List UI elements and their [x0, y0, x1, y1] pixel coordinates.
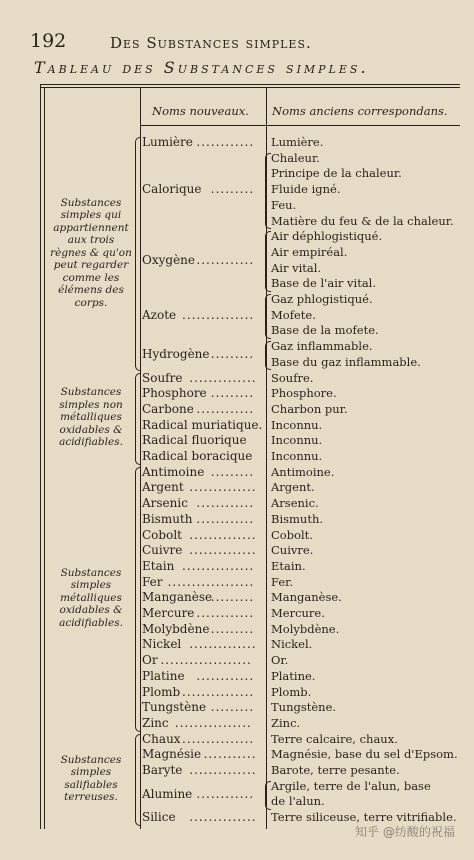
new-name-cell: Etain — [142, 558, 175, 573]
leader-dots: ......... — [210, 386, 255, 401]
leader-dots: ............ — [196, 606, 255, 620]
leader-dots: .............. — [189, 637, 257, 652]
old-name-cell: Inconnu. — [271, 449, 323, 463]
old-name-cell: Air vital. — [271, 260, 322, 275]
column-header-old: Noms anciens correspondans. — [272, 104, 448, 118]
old-name-cell: Base de la mofete. — [271, 323, 379, 338]
old-name-cell: Base du gaz inflammable. — [271, 354, 421, 369]
old-name-cell: Charbon pur. — [271, 401, 348, 416]
old-name-cell: Base de l'air vital. — [271, 276, 377, 291]
group-label: Substances simples métalliques oxidables & acidifiables. — [59, 566, 123, 629]
leader-dots: .................. — [167, 574, 255, 589]
new-name-cell: Hydrogène — [142, 346, 210, 361]
old-name-cell: Zinc. — [271, 715, 301, 730]
leader-dots: ......... — [210, 182, 255, 197]
new-name-cell: Antimoine — [142, 464, 205, 479]
new-name-cell: Nickel — [142, 637, 182, 652]
table-left-rule — [40, 84, 41, 829]
leader-dots: .............. — [189, 763, 257, 777]
group-label: Substances simples qui appartiennent aux trois règnes & qu'on peut regarder comme les élémens des corps. — [50, 196, 132, 309]
new-name-cell: Argent — [142, 480, 184, 495]
new-name-cell: Calorique — [142, 182, 202, 197]
leader-dots: ............ — [196, 135, 255, 149]
old-name-cell: Phosphore. — [271, 386, 337, 401]
old-name-cell: Or. — [271, 653, 289, 668]
entry-brace — [265, 231, 271, 292]
old-name-cell: Air empiréal. — [271, 244, 348, 259]
old-name-cell: Gaz phlogistiqué. — [271, 292, 373, 306]
leader-dots: ......... — [210, 621, 255, 636]
leader-dots: ............ — [196, 786, 255, 801]
old-name-cell: Bismuth. — [271, 511, 324, 526]
table-top-rule-inner — [40, 87, 460, 88]
old-name-cell: Manganèse. — [271, 590, 342, 605]
leader-dots: ............ — [196, 511, 255, 526]
old-name-cell: Magnésie, base du sel d'Epsom. — [271, 747, 458, 762]
old-name-cell: Mercure. — [271, 606, 325, 620]
new-name-cell: Magnésie — [142, 747, 202, 762]
old-name-cell: Antimoine. — [271, 464, 335, 479]
new-name-cell: Cobolt — [142, 527, 182, 542]
new-name-cell: Radical boracique — [142, 449, 253, 463]
leader-dots: ......... — [210, 590, 255, 605]
old-name-cell: Gaz inflammable. — [271, 339, 373, 354]
new-name-cell: Chaux — [142, 731, 181, 746]
table-title: Tableau des Substances simples. — [34, 58, 369, 77]
new-name-cell: Radical fluorique — [142, 433, 247, 448]
old-name-cell: Cobolt. — [271, 527, 313, 542]
leader-dots: ............... — [182, 731, 255, 746]
old-name-cell: Argent. — [271, 480, 315, 495]
new-name-cell: Tungstène — [142, 700, 207, 715]
old-name-cell: Fluide igné. — [271, 182, 341, 197]
old-name-cell: Inconnu. — [271, 433, 323, 448]
leader-dots: ............... — [182, 307, 255, 322]
old-name-cell: Lumière. — [271, 135, 324, 149]
new-name-cell: Zinc — [142, 715, 169, 730]
new-name-cell: Cuivre — [142, 543, 183, 558]
old-name-cell: Etain. — [271, 558, 306, 573]
new-name-cell: Alumine — [142, 786, 193, 801]
leader-dots: ............ — [196, 252, 255, 267]
old-name-cell: Cuivre. — [271, 543, 314, 558]
entry-brace — [265, 153, 271, 230]
group-label: Substances simples non métalliques oxidables & acidifiables. — [59, 386, 123, 449]
leader-dots: ........... — [203, 747, 257, 762]
old-name-cell: Barote, terre pesante. — [271, 763, 400, 777]
leader-dots: ............ — [196, 496, 255, 511]
new-name-cell: Azote — [142, 307, 177, 322]
new-name-cell: Carbone — [142, 401, 194, 416]
table-top-rule — [40, 84, 460, 85]
new-name-cell: Silice — [142, 810, 176, 825]
leader-dots: ............... — [182, 684, 255, 699]
new-name-cell: Arsenic — [142, 496, 188, 511]
entry-brace — [265, 781, 271, 810]
new-name-cell: Bismuth — [142, 511, 193, 526]
new-name-cell: Fer — [142, 574, 163, 589]
leader-dots: .............. — [189, 370, 257, 385]
new-name-cell: Baryte — [142, 763, 183, 777]
leader-dots: .............. — [189, 527, 257, 542]
old-name-cell: Nickel. — [271, 637, 313, 652]
group-label: Substances simples salifiables terreuses. — [60, 753, 122, 804]
table-left-rule-inner — [44, 87, 45, 829]
leader-dots: ................... — [160, 653, 252, 668]
new-name-cell: Plomb — [142, 684, 181, 699]
leader-dots: ............ — [196, 668, 255, 683]
old-name-cell: Molybdène. — [271, 621, 340, 636]
old-name-cell: Terre siliceuse, terre vitrifiable. — [271, 810, 457, 825]
new-name-cell: Oxygène — [142, 252, 195, 267]
new-name-cell: Or — [142, 653, 158, 668]
old-name-cell: Argile, terre de l'alun, base — [271, 778, 431, 793]
entry-brace — [265, 294, 271, 339]
old-name-cell: Platine. — [271, 668, 316, 683]
old-name-cell: de l'alun. — [271, 794, 325, 809]
leader-dots: ......... — [210, 700, 255, 715]
column-header-new: Noms nouveaux. — [152, 104, 249, 118]
leader-dots: ......... — [210, 346, 255, 361]
old-name-cell: Soufre. — [271, 370, 314, 385]
leader-dots: .............. — [189, 810, 257, 825]
old-name-cell: Mofete. — [271, 307, 316, 322]
leader-dots: ......... — [210, 464, 255, 479]
group-brace — [135, 373, 141, 465]
old-name-cell: Arsenic. — [271, 496, 319, 511]
old-name-cell: Plomb. — [271, 684, 312, 699]
old-name-cell: Principe de la chaleur. — [271, 166, 402, 181]
new-name-cell: Mercure — [142, 606, 195, 620]
header-underline — [140, 125, 460, 126]
group-brace — [135, 734, 141, 826]
new-name-cell: Phosphore — [142, 386, 207, 401]
old-name-cell: Air déphlogistiqué. — [271, 229, 383, 244]
old-name-cell: Matière du feu & de la chaleur. — [271, 213, 454, 228]
watermark: 知乎 @纺酸的祝福 — [355, 825, 455, 839]
leader-dots: .............. — [189, 543, 257, 558]
group-brace — [135, 137, 141, 371]
old-name-cell: Tungstène. — [271, 700, 337, 715]
page-number: 192 — [30, 30, 67, 52]
group-brace — [135, 467, 141, 732]
new-name-cell: Platine — [142, 668, 185, 683]
old-name-cell: Inconnu. — [271, 417, 323, 432]
new-name-cell: Molybdène — [142, 621, 210, 636]
new-name-cell: Radical muriatique. — [142, 417, 263, 432]
old-name-cell: Terre calcaire, chaux. — [271, 731, 398, 746]
entry-brace — [265, 341, 271, 370]
leader-dots: ............... — [182, 558, 255, 573]
leader-dots: ............ — [196, 401, 255, 416]
leader-dots: ................ — [174, 715, 252, 730]
running-head: Des Substances simples. — [110, 34, 312, 52]
new-name-cell: Soufre — [142, 370, 183, 385]
leader-dots: .............. — [189, 480, 257, 495]
new-name-cell: Lumière — [142, 135, 193, 149]
old-name-cell: Chaleur. — [271, 150, 320, 165]
old-name-cell: Fer. — [271, 574, 294, 589]
old-name-cell: Feu. — [271, 197, 297, 212]
new-name-cell: Manganèse — [142, 590, 213, 605]
